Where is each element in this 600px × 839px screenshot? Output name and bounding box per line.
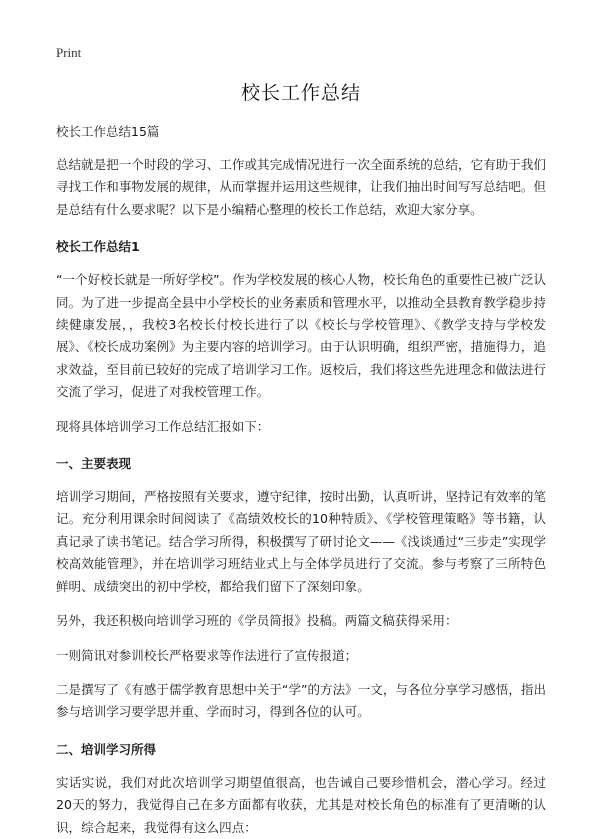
document-body (56, 78, 546, 839)
paragraph: “一个好校长就是一所好学校”。作为学校发展的核心人物，校长角色的重要性已被广泛认同。为了进一步提高全县中小学校长的业务素质和管理水平，以推动全县教育教学稳步持续健康发展，，我校3名校长付校长进行了以《校长与学校管理》、《教学支持与学校发展》、《校长成功案例》为主要内容的培训学习。由于认识明确，组织严密，措施得力，追求效益，至目前已较好的完成了培训学习工作。返校后，我们将这些先进理念和做法进行交流了学习，促进了对我校管理工作。 (56, 272, 546, 400)
paragraph: 二是撰写了《有感于儒学教育思想中关于“学”的方法》一文，与各位分享学习感悟，指出参与培训学习要学思并重、学而时习，得到各位的认可。 (56, 681, 546, 720)
paragraph: 另外，我还积极向培训学习班的《学员简报》投稿。两篇文稿获得采用： (56, 613, 458, 629)
paragraph: 培训学习期间，严格按照有关要求，遵守纪律，按时出勤，认真听讲，坚持记有效率的笔记。充分利用课余时间阅读了《高绩效校长的10种特质》、《学校管理策略》等书籍，认真记录了读书笔记。结合学习所得，积极撰写了研讨论文——《浅谈通过“三步走”实现学校高效能管理》，并在培训学习班结业式上与全体学员进行了交流。参与考察了三所特色鲜明、成绩突出的初中学校，都给我们留下了深刻印象。 (56, 489, 546, 594)
paragraph: 一则简讯对参训校长严格要求等作法进行了宣传报道； (56, 647, 358, 663)
intro-paragraph: 总结就是把一个时段的学习、工作或其完成情况进行一次全面系统的总结，它有助于我们寻找工作和事物发展的规律，从而掌握并运用这些规律，让我们抽出时间写写总结吧。但是总结有什么要求呢？以下是小编精心整理的校长工作总结，欢迎大家分享。 (56, 157, 546, 217)
page-subtitle: 校长工作总结15篇 (56, 124, 160, 139)
print-link[interactable]: Print (56, 45, 82, 60)
section-heading: 校长工作总结1 (56, 239, 140, 255)
subsection-heading: 一、主要表现 (56, 456, 132, 472)
page-title: 校长工作总结 (240, 82, 361, 104)
paragraph: 现将具体培训学习工作总结汇报如下： (56, 418, 270, 434)
paragraph: 实话实说，我们对此次培训学习期望值很高，也告诫自己要珍惜机会，潜心学习。经过20天的努力，我觉得自己在多方面都有收获，尤其是对校长角色的标准有了更清晰的认识，综合起来，我觉得有这么四点： (56, 774, 546, 835)
subsection-heading: 二、培训学习所得 (56, 741, 157, 757)
